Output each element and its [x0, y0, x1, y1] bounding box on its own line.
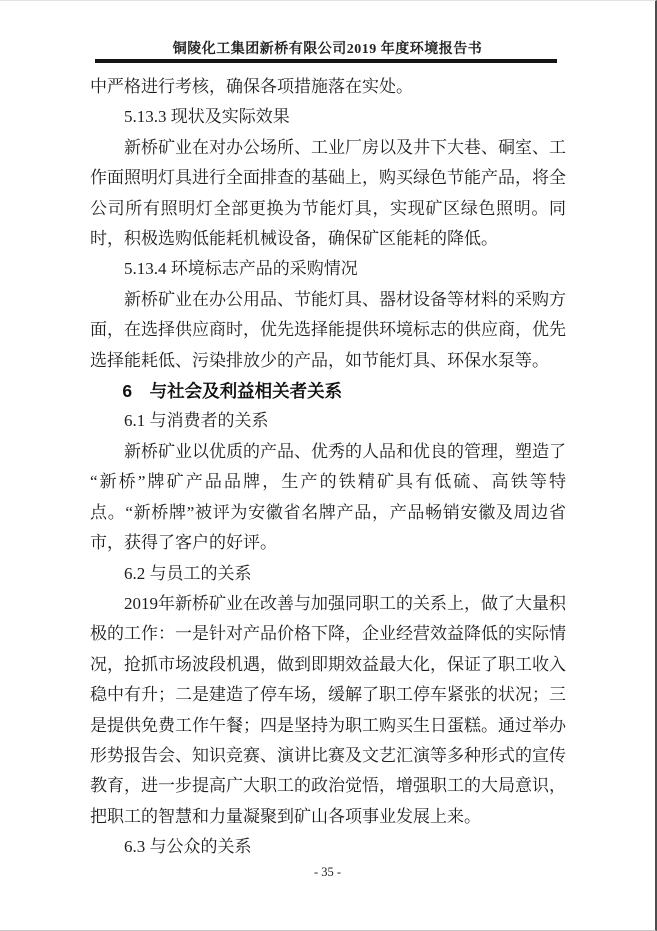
- section-heading-6-2: 6.2 与员工的关系: [124, 563, 252, 583]
- paragraph-continuation: 中严格进行考核，确保各项措施落在实处。: [90, 77, 413, 96]
- paragraph-5-13-3: 新桥矿业在对办公场所、工业厂房以及井下大巷、硐室、工作面照明灯具进行全面排查的基础上，购买绿色节能产品，将全公司所有照明灯全部更换为节能灯具，实现矿区绿色照明。同时，积极选购低能耗机械设备，确保矿区能耗的降低。: [90, 137, 566, 249]
- paragraph-5-13-4: 新桥矿业在办公用品、节能灯具、器材设备等材料的采购方面，在选择供应商时，优先选择能提供环境标志的供应商，优先选择能耗低、污染排放少的产品，如节能灯具、环保水泵等。: [90, 289, 566, 370]
- paragraph-6-2: 2019年新桥矿业在改善与加强同职工的关系上，做了大量积极的工作：一是针对产品价格下降，企业经营效益降低的实际情况，抢抓市场波段机遇，做到即期效益最大化，保证了职工收入稳中有升；二是建造了停车场，缓解了职工停车紧张的状况；三是提供免费工作午餐；四是坚持为职工购买生日蛋糕。通过举办形势报告会、知识竞赛、演讲比赛及文艺汇演等多种形式的宣传教育，进一步提高广大职工的政治觉悟，增强职工的大局意识，把职工的智慧和力量凝聚到矿山各项事业发展上来。: [90, 593, 566, 826]
- paragraph-6-1: 新桥矿业以优质的产品、优秀的人品和优良的管理，塑造了 “新桥”牌矿产品品牌，生产的铁精矿具有低硫、高铁等特点。“新桥牌”被评为安徽省名牌产品，产品畅销安徽及周边省市，获得了客户的好评。: [90, 441, 566, 553]
- header-rule: [95, 59, 557, 63]
- chapter-heading-6: 6 与社会及利益相关者关系: [122, 381, 343, 402]
- document-body: [90, 72, 566, 872]
- page-number: - 35 -: [313, 865, 342, 879]
- page-footer: [0, 865, 655, 880]
- section-heading-6-1: 6.1 与消费者的关系: [124, 411, 269, 431]
- section-heading-6-3: 6.3 与公众的关系: [124, 837, 252, 857]
- section-heading-5-13-3: 5.13.3 现状及实际效果: [124, 107, 290, 127]
- page-header-title: 铜陵化工集团新桥有限公司2019 年度环境报告书: [172, 42, 483, 57]
- section-heading-5-13-4: 5.13.4 环境标志产品的采购情况: [124, 259, 358, 279]
